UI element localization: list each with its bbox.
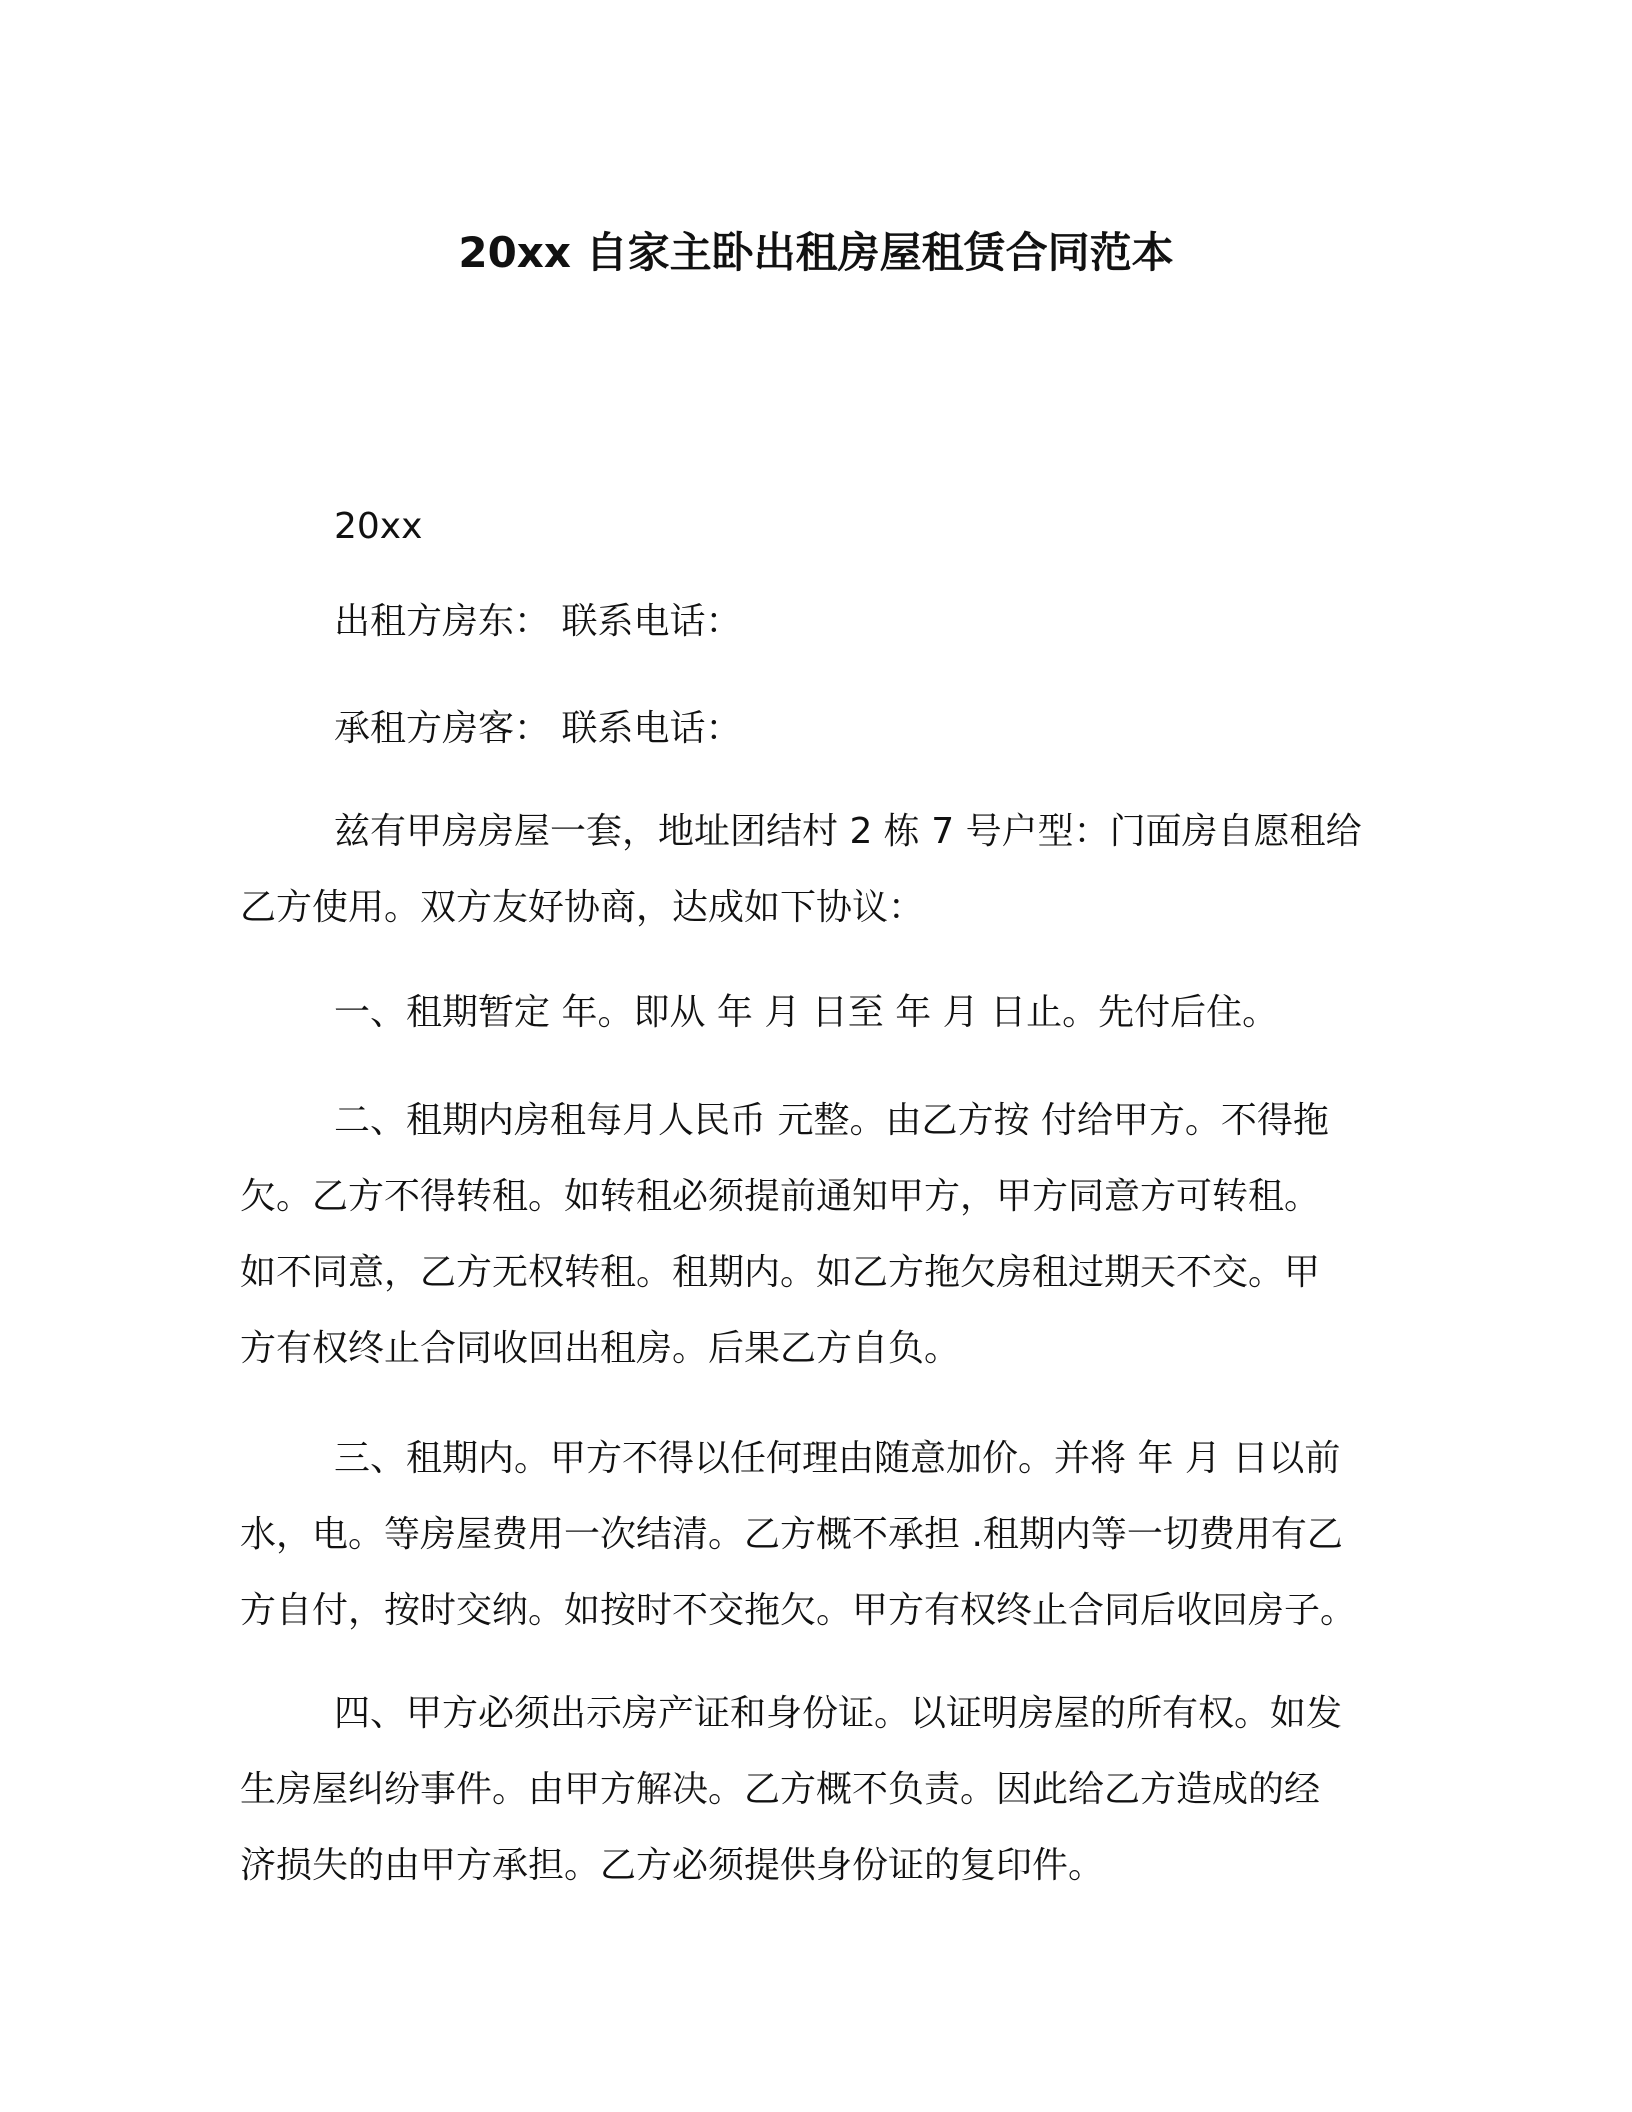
contract-year: 20xx bbox=[334, 506, 423, 547]
paragraph-line: 一、租期暂定 年。即从 年 月 日至 年 月 日止。先付后住。 bbox=[334, 992, 1279, 1033]
paragraph-line: 欠。乙方不得转租。如转租必须提前通知甲方，甲方同意方可转租。 bbox=[240, 1176, 1321, 1217]
clause-1-paragraph bbox=[240, 975, 1390, 1051]
lessor-info-line: 出租方房东： 联系电话： bbox=[334, 601, 742, 642]
intro-paragraph bbox=[240, 794, 1390, 946]
paragraph-line: 兹有甲房房屋一套，地址团结村 2 栋 7 号户型：门面房自愿租给 bbox=[334, 811, 1362, 852]
paragraph-line: 方自付，按时交纳。如按时不交拖欠。甲方有权终止合同后收回房子。 bbox=[240, 1590, 1357, 1631]
paragraph-line: 四、甲方必须出示房产证和身份证。以证明房屋的所有权。如发 bbox=[334, 1693, 1343, 1734]
clause-4-paragraph bbox=[240, 1676, 1390, 1904]
paragraph-line: 济损失的由甲方承担。乙方必须提供身份证的复印件。 bbox=[240, 1845, 1105, 1886]
document-title: 20xx 自家主卧出租房屋租赁合同范本 bbox=[458, 228, 1174, 277]
clause-2-paragraph bbox=[240, 1083, 1390, 1387]
clause-3-paragraph bbox=[240, 1421, 1390, 1649]
lessee-info-line: 承租方房客： 联系电话： bbox=[334, 708, 742, 749]
paragraph-line: 生房屋纠纷事件。由甲方解决。乙方概不负责。因此给乙方造成的经 bbox=[240, 1769, 1321, 1810]
paragraph-line: 方有权终止合同收回出租房。后果乙方自负。 bbox=[240, 1328, 961, 1369]
paragraph-line: 乙方使用。双方友好协商，达成如下协议： bbox=[240, 887, 925, 928]
paragraph-line: 如不同意，乙方无权转租。租期内。如乙方拖欠房租过期天不交。甲 bbox=[240, 1252, 1321, 1293]
paragraph-line: 水，电。等房屋费用一次结清。乙方概不承担 .租期内等一切费用有乙 bbox=[240, 1514, 1343, 1555]
paragraph-line: 三、租期内。甲方不得以任何理由随意加价。并将 年 月 日以前 bbox=[334, 1438, 1341, 1479]
paragraph-line: 二、租期内房租每月人民币 元整。由乙方按 付给甲方。不得拖 bbox=[334, 1100, 1329, 1141]
